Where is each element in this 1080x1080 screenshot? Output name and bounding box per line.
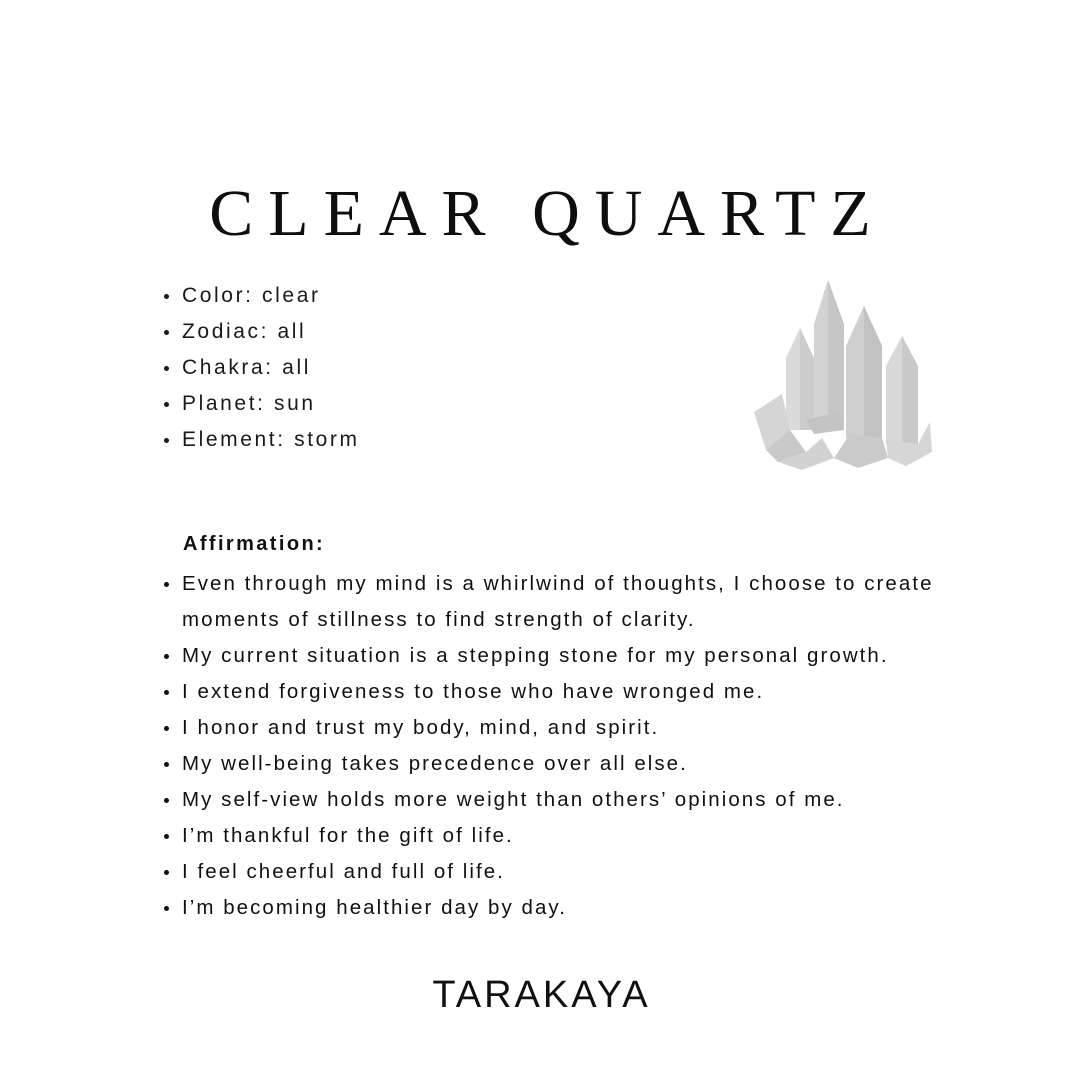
list-item: Even through my mind is a whirlwind of thoughts, I choose to create moments of stillness to find strength of clarity.: [162, 566, 1032, 638]
quartz-crystal-cluster-icon: [718, 262, 950, 484]
affirmation-heading: Affirmation:: [183, 533, 326, 555]
list-item: Planet: sun: [162, 386, 682, 422]
list-item: Chakra: all: [162, 350, 682, 386]
list-item: Color: clear: [162, 278, 682, 314]
list-item: I feel cheerful and full of life.: [162, 854, 1032, 890]
list-item: My well-being takes precedence over all else.: [162, 746, 1032, 782]
stone-properties-list: [162, 278, 682, 458]
affirmations-list: [162, 566, 1032, 926]
list-item: I honor and trust my body, mind, and spirit.: [162, 710, 1032, 746]
list-item: Element: storm: [162, 422, 682, 458]
page-title: CLEAR QUARTZ: [209, 177, 886, 251]
list-item: Zodiac: all: [162, 314, 682, 350]
brand-name: TARAKAYA: [432, 974, 651, 1016]
list-item: I extend forgiveness to those who have wronged me.: [162, 674, 1032, 710]
list-item: My self-view holds more weight than others’ opinions of me.: [162, 782, 1032, 818]
list-item: My current situation is a stepping stone for my personal growth.: [162, 638, 1032, 674]
list-item: I’m becoming healthier day by day.: [162, 890, 1032, 926]
list-item: I’m thankful for the gift of life.: [162, 818, 1032, 854]
